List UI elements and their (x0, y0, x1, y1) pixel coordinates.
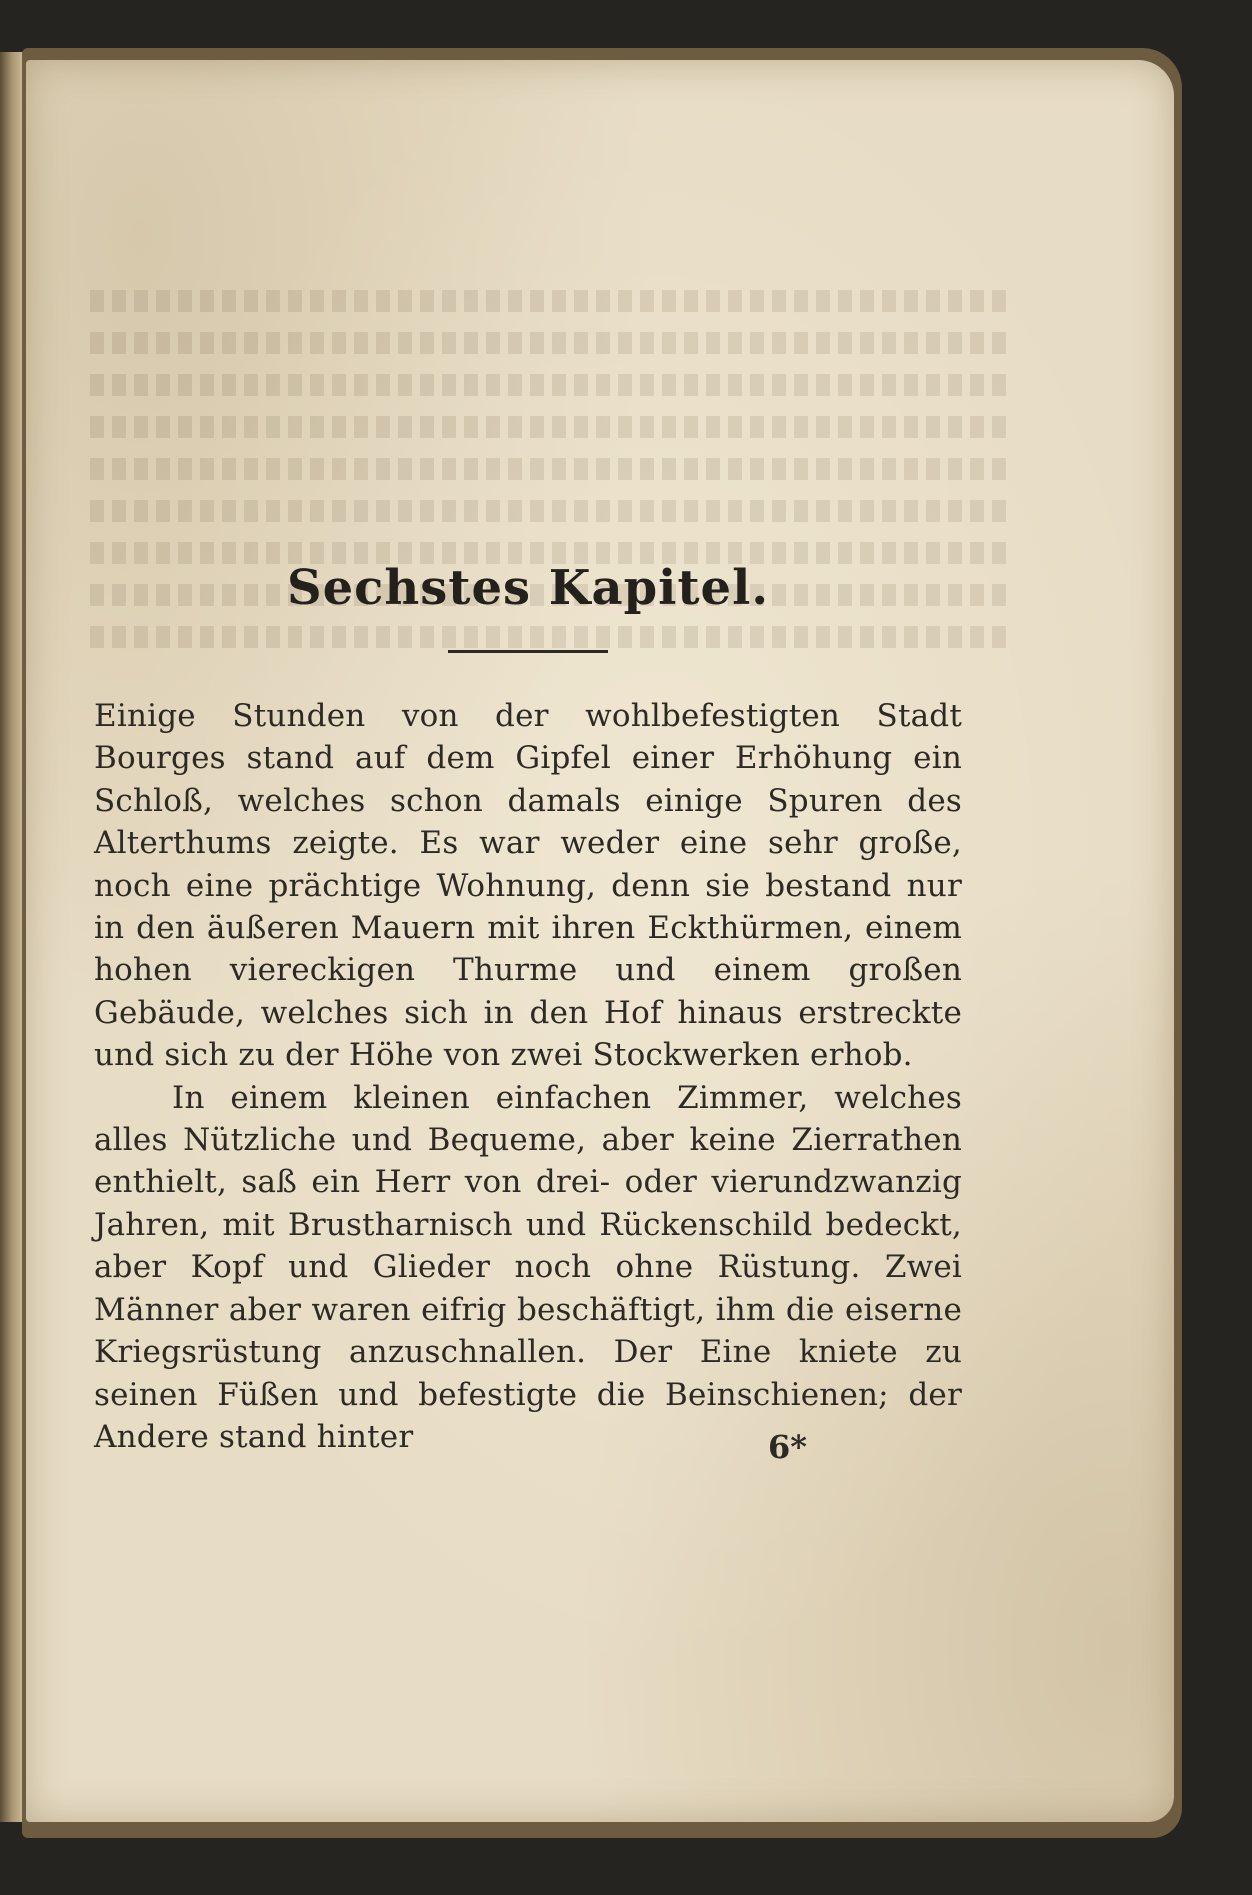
signature-mark: 6* (768, 1428, 807, 1466)
paragraph-1: Einige Stunden von der wohlbefestigten Stadt Bourges stand auf dem Gipfel einer Erhöhung ein Schloß, welches schon damals einige Spuren des Alterthums zeigte. Es war weder eine sehr große, noch eine prächtige Wohnung, denn sie bestand nur in den äußeren Mauern mit ihren Eckthürmen, einem hohen viereckigen Thurme und einem großen Gebäude, welches sich in den Hof hinaus erstreckte und sich zu der Höhe von zwei Stockwerken erhob. (94, 698, 962, 1074)
paragraph-2: In einem kleinen einfachen Zimmer, welches alles Nützliche und Bequeme, aber keine Zierrathen enthielt, saß ein Herr von drei- oder vierundzwanzig Jahren, mit Brustharnisch und Rückenschild bedeckt, aber Kopf und Glieder noch ohne Rüstung. Zwei Männer aber waren eifrig beschäftigt, ihm die eiserne Kriegsrüstung anzuschnallen. Der Eine kniete zu seinen Füßen und befestigte die Beinschienen; der Andere stand hinter (94, 1079, 962, 1455)
title-divider (448, 650, 608, 653)
page-content (94, 560, 962, 1458)
chapter-title: Sechstes Kapitel. (286, 560, 770, 616)
